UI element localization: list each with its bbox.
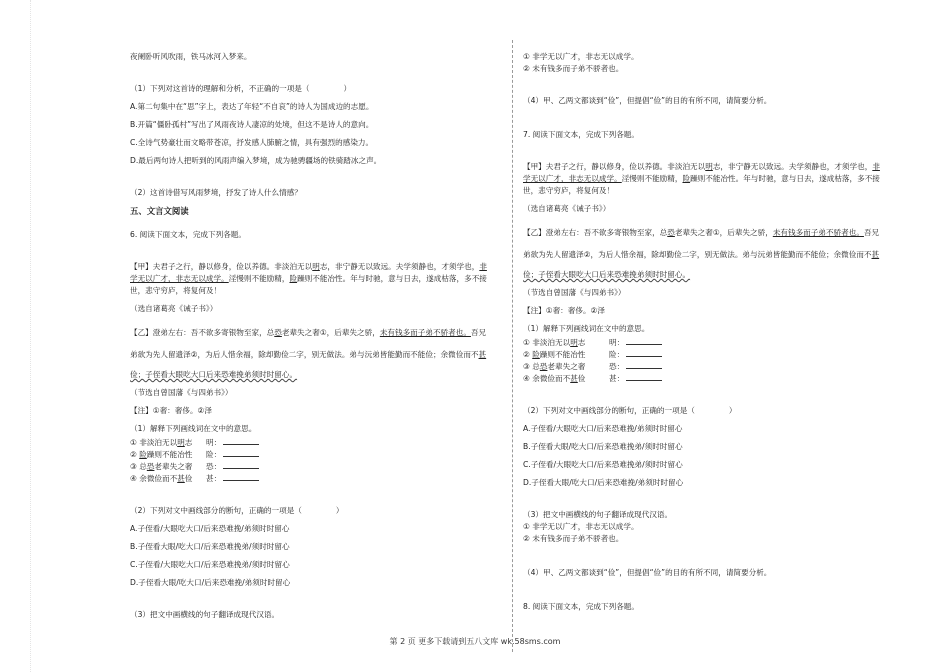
question-8-intro: 8. 阅读下面文本，完成下列各题。 (523, 602, 639, 611)
answer-blank[interactable] (626, 348, 662, 357)
word-item-3: ③ 总恐老辈失之奢 恐： (523, 360, 662, 372)
punct-option-d: D.子侄看大眼/吃大口/后来恐难挽/弟须时时留心 (130, 578, 291, 587)
subquestion-2: （2）下列对文中画线部分的断句，正确的一项是（ ） (523, 406, 737, 415)
page-footer: 第 2 页 更多下载请到五八文库 wk.58sms.com (389, 637, 561, 646)
answer-blank[interactable] (223, 448, 259, 457)
passage-jia-source: （选自诸葛亮《诫子书》） (523, 204, 611, 213)
subquestion-1: （1）解释下列画线词在文中的意思。 (523, 324, 650, 333)
passage-jia-line-3: 世，悲守穷庐，将复何及！ (523, 186, 615, 195)
translate-item-2: ② 未有钱多而子弟不骄者也。 (523, 534, 624, 543)
option-a: A.第二句集中在“思”字上，表达了年轻“不自哀”的诗人为国成边的志愿。 (130, 102, 374, 111)
question-7-intro: 7. 阅读下面文本，完成下列各题。 (523, 130, 639, 139)
passage-yi-line-1: 【乙】澄弟左右：吾不欲多寄银物至家，总恐老辈失之奢①，后辈失之骄，未有钱多而子弟不骄者也。吾兄 (523, 228, 880, 237)
question-1: （1）下列对这首诗的理解和分析，不正确的一项是（ ） (130, 84, 352, 93)
option-c: C.全诗气势豪壮而文略带苍凉，抒发感人肺腑之情，具有强烈的感染力。 (130, 138, 374, 147)
word-item-2: ② 险躁则不能冶性 险： (130, 448, 259, 460)
section-heading: 五、文言文阅读 (130, 206, 189, 216)
punct-option-c: C.子侄看/大眼吃大口/后来恐难挽弟/须时时留心 (523, 460, 683, 469)
passage-yi-line-1: 【乙】澄弟左右：吾不欲多寄银物至家，总恐老辈失之奢①，后辈失之骄，未有钱多而子弟不骄者也。吾兄 (130, 328, 487, 337)
option-d: D.最后两句诗人把听到的风雨声编入梦境，成为驰骋疆场的铁骑踏冰之声。 (130, 156, 382, 165)
poem-last-line: 夜阑卧听风吹雨，铁马冰河入梦来。 (130, 52, 252, 61)
word-item-3: ③ 总恐老辈失之奢 恐： (130, 460, 259, 472)
punct-option-b: B.子侄看大眼/吃大口/后来恐难挽弟/须时时留心 (130, 542, 290, 551)
answer-blank[interactable] (223, 436, 259, 445)
option-b: B.开篇“僵卧孤村”写出了风雨夜诗人凄凉的处境，但这不是诗人的意向。 (130, 120, 374, 129)
punct-option-a: A.子侄看/大眼吃大口/后来恐难挽/弟须时时留心 (523, 424, 683, 433)
notes: 【注】①奢：奢侈。②泽 (523, 306, 605, 315)
word-item-1: ① 非淡泊无以明志 明： (130, 436, 259, 448)
question-6-intro: 6. 阅读下面文本，完成下列各题。 (130, 230, 246, 239)
passage-yi-line-3: 俭；子侄看大眼吃大口后来恐难挽弟须时时留心。 (523, 270, 691, 279)
passage-jia-source: （选自诸葛亮《诫子书》） (130, 304, 218, 313)
passage-jia-line-1: 【甲】夫君子之行，静以修身，俭以养德。非淡泊无以明志，非宁静无以致远。夫学须静也，才须学也，非 (130, 262, 487, 271)
answer-blank[interactable] (626, 360, 662, 369)
passage-jia-line-3: 世，悲守穷庐，将复何及！ (130, 286, 222, 295)
punct-option-b: B.子侄看大眼/吃大口/后来恐难挽弟/须时时留心 (523, 442, 683, 451)
passage-yi-line-2: 弟欲为先人留遗泽②，为后人惜余福，除却勤俭二字，别无做法。弟与沅弟皆能勤而不能俭；余微俭而不甚 (523, 250, 880, 259)
notes: 【注】①奢：奢侈。②泽 (130, 406, 212, 415)
passage-yi-source: （节选自曾国藩《与四弟书》） (130, 388, 233, 397)
subquestion-1: （1）解释下列画线词在文中的意思。 (130, 424, 257, 433)
subquestion-2: （2）下列对文中画线部分的断句，正确的一项是（ ） (130, 506, 344, 515)
column-divider (512, 40, 513, 652)
answer-blank[interactable] (626, 372, 662, 381)
answer-blank[interactable] (626, 336, 662, 345)
subquestion-4: （4）甲、乙两文都谈到“俭”，但提倡“俭”的目的有所不同，请简要分析。 (523, 96, 772, 105)
page-margin-guide (30, 0, 31, 672)
subquestion-3: （3）把文中画横线的句子翻译成现代汉语。 (523, 510, 673, 519)
passage-jia-line-2: 学无以广才，非志无以成学。淫慢则不能励精，险躁则不能冶性。年与时驰，意与日去，遂成枯落，多不接 (130, 274, 487, 283)
punct-option-d: D.子侄看大眼/吃大口/后来恐难挽/弟须时时留心 (523, 478, 684, 487)
translate-item-1: ① 非学无以广才，非志无以成学。 (523, 522, 639, 531)
passage-jia-line-1: 【甲】夫君子之行，静以修身，俭以养德。非淡泊无以明志，非宁静无以致远。夫学须静也，才须学也，非 (523, 162, 880, 171)
word-item-4: ④ 余微俭而不甚俭 甚： (523, 372, 662, 384)
translate-item-2: ② 未有钱多而子弟不骄者也。 (523, 64, 624, 73)
question-2: （2）这首诗借写风雨梦境，抒发了诗人什么情感？ (130, 188, 302, 197)
passage-yi-line-2: 弟欲为先人留遗泽②，为后人惜余福，除却勤俭二字，别无做法。弟与沅弟皆能勤而不能俭；余微俭而不甚 (130, 350, 487, 359)
word-item-2: ② 险躁则不能冶性 险： (523, 348, 662, 360)
translate-item-1: ① 非学无以广才，非志无以成学。 (523, 52, 639, 61)
word-item-4: ④ 余微俭而不甚俭 甚： (130, 472, 259, 484)
subquestion-3: （3）把文中画横线的句子翻译成现代汉语。 (130, 610, 280, 619)
passage-yi-line-3: 俭；子侄看大眼吃大口后来恐难挽弟须时时留心。 (130, 370, 298, 379)
passage-yi-source: （节选自曾国藩《与四弟书》） (523, 288, 626, 297)
punct-option-a: A.子侄看/大眼吃大口/后来恐难挽/弟须时时留心 (130, 524, 290, 533)
answer-blank[interactable] (223, 472, 259, 481)
subquestion-4: （4）甲、乙两文都谈到“俭”，但提倡“俭”的目的有所不同，请简要分析。 (523, 568, 772, 577)
answer-blank[interactable] (223, 460, 259, 469)
passage-jia-line-2: 学无以广才，非志无以成学。淫慢则不能励精，险躁则不能冶性。年与时驰，意与日去，遂成枯落，多不接 (523, 174, 880, 183)
word-item-1: ① 非淡泊无以明志 明： (523, 336, 662, 348)
punct-option-c: C.子侄看/大眼吃大口/后来恐难挽弟/须时时留心 (130, 560, 290, 569)
